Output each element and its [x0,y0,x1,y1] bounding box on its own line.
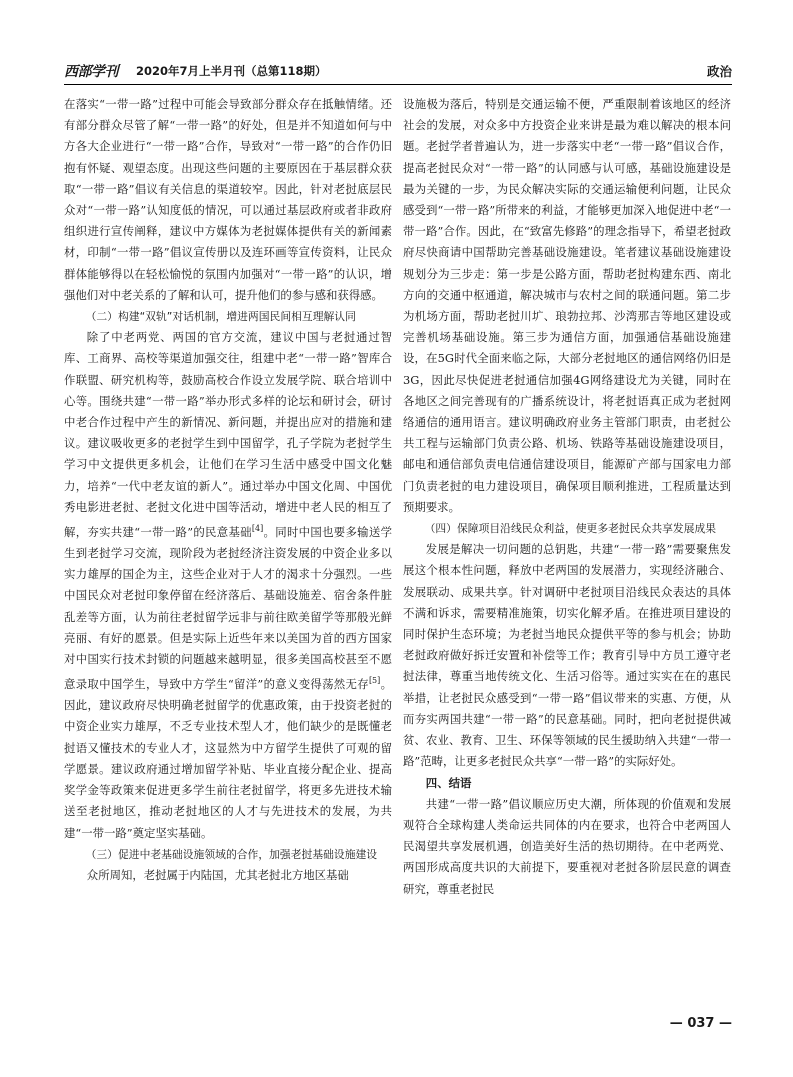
paragraph [64,327,392,843]
paragraph: 在落实“一带一路”过程中可能会导致部分群众存在抵触情绪。还有部分群众尽管了解“一带一路”的好处，但是并不知道如何与中方各大企业进行“一带一路”合作，导致对“一带一路”的合作仍旧抱有怀疑、观望态度。出现这些问题的主要原因在于基层群众获取“一带一路”倡议有关信息的渠道较窄。因此，针对老挝底层民众对“一带一路”认知度低的情况，可以通过基层政府或者非政府组织进行宣传阐释，建议中方媒体为老挝媒体提供有关的新闻素材，印制“一带一路”倡议宣传册以及连环画等宣传资料，让民众群体能够得以在轻松愉悦的氛围内加强对“一带一路”的认识，增强他们对中老关系的了解和认可，提升他们的参与感和获得感。 [64,97,392,302]
text-run: 。因此，建议政府尽快明确老挝留学的优惠政策，由于投资老挝的中资企业实力雄厚，不乏专业技术型人才，他们缺少的是既懂老挝语又懂技术的专业人才，这显然为中方留学生提供了可观的留学愿景。建议政府通过增加留学补贴、毕业直接分配企业、提高奖学金等政策来促进更多学生前往老挝留学，将更多先进技术输送至老挝地区，推动老挝地区的人才与先进技术的发展，为共建“一带一路”奠定坚实基础。 [64,677,392,840]
paragraph: 设施极为落后，特别是交通运输不便，严重限制着该地区的经济社会的发展，对众多中方投资企业来讲是最为难以解决的根本问题。老挝学者普遍认为，进一步落实中老“一带一路”倡议合作，提高老挝民众对“一带一路”的认同感与认可感，基础设施建设是最为关键的一步，为民众解决实际的交通运输便利问题，让民众感受到“一带一路”所带来的利益，才能够更加深入地促进中老“一带一路”合作。因此，在“致富先修路”的理念指导下，希望老挝政府尽快商请中国帮助完善基础设施建设。笔者建议基础设施建设规划分为三步走：第一步是公路方面，帮助老挝构建东西、南北方向的交通中枢通道，解决城市与农村之间的联通问题。第二步为机场方面，帮助老挝川圹、琅勃拉邦、沙湾那吉等地区建设或完善机场基础设施。第三步为通信方面，加强通信基础设施建设，在5G时代全面来临之际，大部分老挝地区的通信网络仍旧是3G，因此尽快促进老挝通信加强4G网络建设尤为关键，同时在各地区之间完善现有的广播系统设计，将老挝语真正成为老挝网络通信的通用语言。建议明确政府业务主管部门职责，由老挝公共工程与运输部门负责公路、机场、铁路等基础设施建设项目，邮电和通信部负责电信通信建设项目，能源矿产部与国家电力部门负责老挝的电力建设项目，确保项目顺利推进，工程质量达到预期要求。 [403,97,731,514]
citation: [4] [251,524,264,534]
section-title: 政治 [706,64,732,79]
subheading: （二）构建“双轨”对话机制，增进两国民间相互理解认同 [85,310,356,324]
paragraph: 发展是解决一切问题的总钥匙，共建“一带一路”需要聚焦发展这个根本性问题，释放中老两国的发展潜力，实现经济融合、发展联动、成果共享。针对调研中老挝项目沿线民众表达的具体不满和诉求，需要精准施策，切实化解矛盾。在推进项目建设的同时保护生态环境；为老挝当地民众提供平等的参与机会；协助老挝政府做好拆迁安置和补偿等工作；教育引导中方员工遵守老挝法律，尊重当地传统文化、生活习俗等。通过实实在在的惠民举措，让老挝民众感受到“一带一路”倡议带来的实惠、方便，从而夯实两国共建“一带一路”的民意基础。同时，把向老挝提供减贫、农业、教育、卫生、环保等领域的民生援助纳入共建“一带一路”范畴，让更多老挝民众共享“一带一路”的实际好处。 [403,542,731,769]
paragraph: 众所周知，老挝属于内陆国，尤其老挝北方地区基础 [86,867,349,882]
left-column [64,94,392,886]
header-rule [64,84,732,85]
page-number: — 037 — [669,1016,732,1031]
paragraph: 共建“一带一路”倡议顺应历史大潮，所体现的价值观和发展观符合全球构建人类命运共同体的内在要求，也符合中老两国人民渴望共享发展机遇，创造美好生活的热切期待。在中老两党、两国形成高度共识的大前提下，要重视对老挝各阶层民意的调查研究，尊重老挝民 [403,796,731,896]
right-column [403,94,731,900]
journal-logo: 西部学刊 [64,64,118,80]
citation: [5] [368,676,381,686]
subheading: （三）促进中老基础设施领域的合作，加强老挝基础设施建设 [85,847,378,861]
subheading: （四）保障项目沿线民众利益，使更多老挝民众共享发展成果 [424,522,717,536]
issue-info: 2020年7月上半月刊（总第118期） [136,64,327,78]
section-heading: 四、结语 [425,775,472,790]
text-run: 除了中老两党、两国的官方交流，建议中国与老挝通过智库、工商界、高校等渠道加强交往，组建中老“一带一路”智库合作联盟、研究机构等，鼓励高校合作设立发展学院、联合培训中心等。围绕共建“一带一路”举办形式多样的论坛和研讨会，研讨中老合作过程中产生的新情况、新问题，并提出应对的措施和建议。建议吸收更多的老挝学生到中国留学，孔子学院为老挝学生学习中文提供更多机会，让他们在学习生活中感受中国文化魅力，培养“一代中老友谊的新人”。通过举办中国文化周、中国优秀电影进老挝、老挝文化进中国等活动，增进中老人民的相互了解，夯实共建“一带一路”的民意基础 [64,330,392,539]
page-header [64,60,732,82]
text-run: 。同时中国也要多输送学生到老挝学习交流，现阶段为老挝经济注资发展的中资企业多以实力雄厚的国企为主，这些企业对于人才的渴求十分强烈。一些中国民众对老挝印象停留在经济落后、基础设施差、宿舍条件脏乱差等方面，认为前往老挝留学远非与前往欧美留学等那般光鲜亮丽、有好的愿景。但是实际上近些年来以美国为首的西方国家对中国实行技术封锁的问题越来越明显，很多美国高校甚至不愿意录取中国学生，导致中方学生“留洋”的意义变得荡然无存 [64,524,392,692]
